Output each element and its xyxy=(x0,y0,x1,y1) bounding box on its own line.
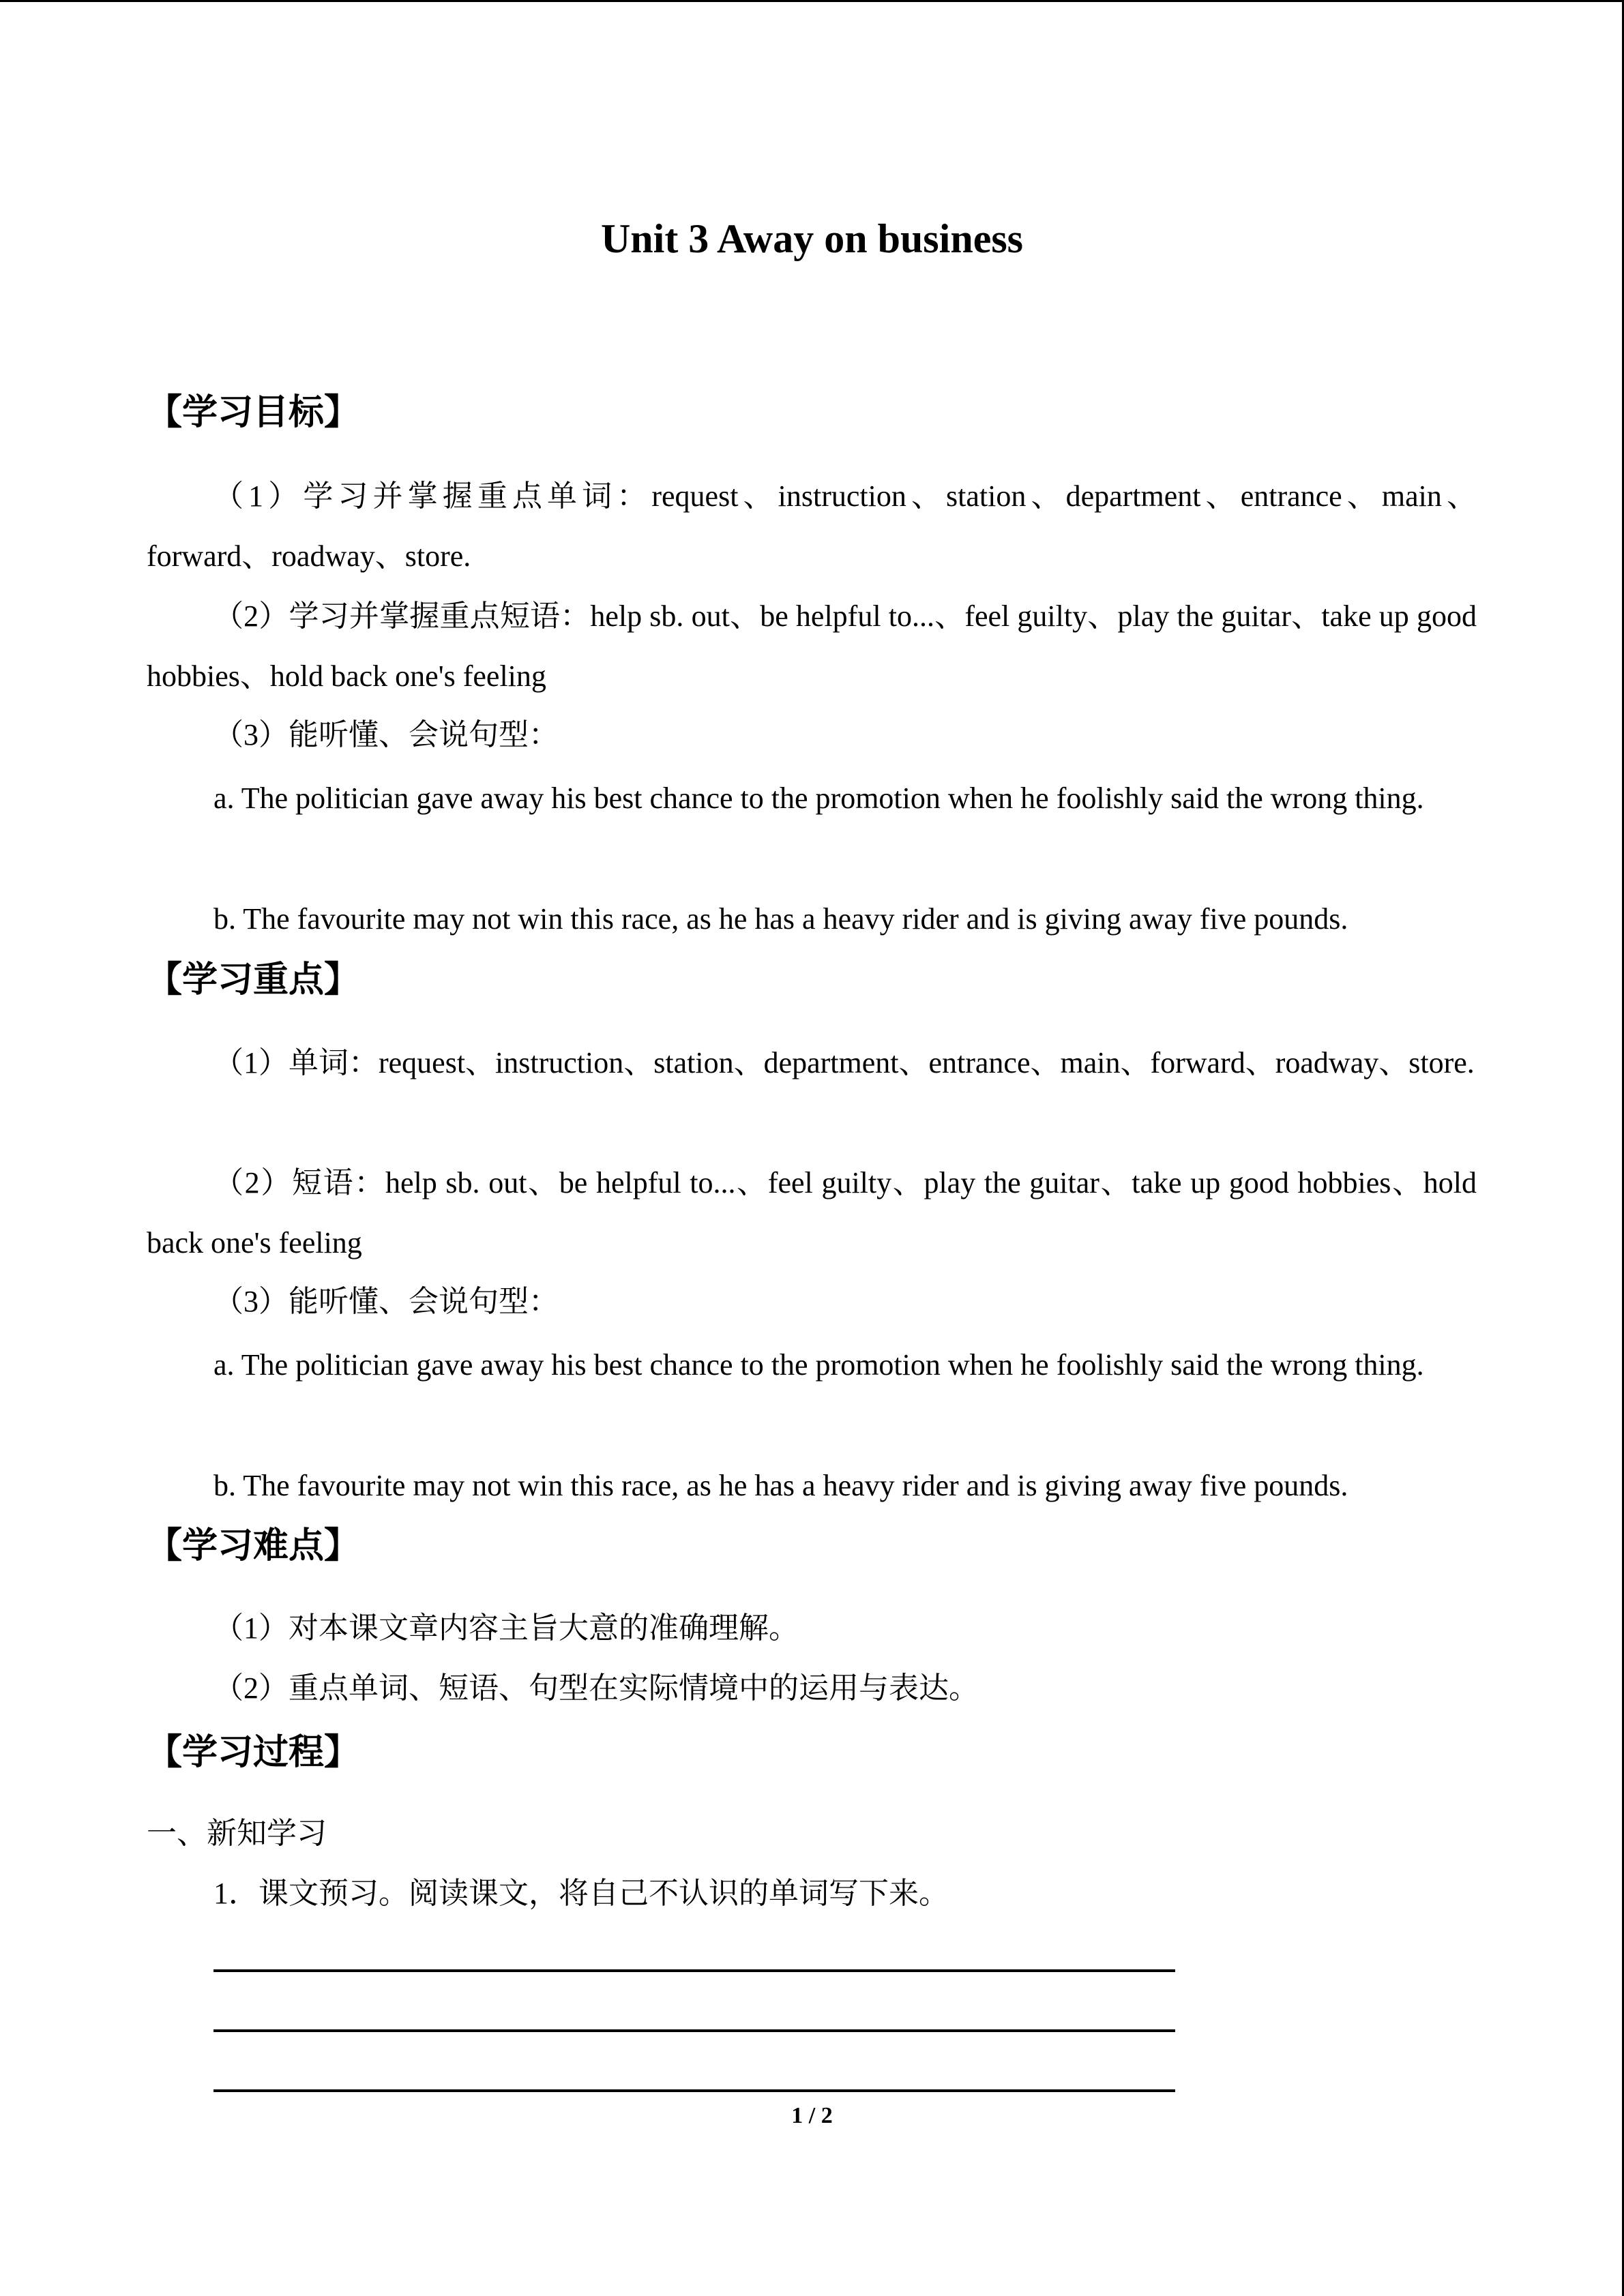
objectives-sentence-a: a. The politician gave away his best chance to the promotion when he foolishly said the wrong thing. xyxy=(213,781,1424,815)
process-task-1: 1．课文预习。阅读课文，将自己不认识的单词写下来。 xyxy=(213,1877,949,1910)
objectives-item-2: （2）学习并掌握重点短语：help sb. out、be helpful to...、feel guilty、play the guitar、take up good hobbies、hold back one's feeling xyxy=(147,599,1477,693)
answer-blank-line[interactable] xyxy=(213,2089,1175,2092)
page-title: Unit 3 Away on business xyxy=(600,216,1024,261)
objectives-sentence-b: b. The favourite may not win this race, as he has a heavy rider and is giving away five pounds. xyxy=(213,902,1348,936)
objectives-item-1: （1）学习并掌握重点单词：request、instruction、station、department、entrance、main、forward、roadway、store. xyxy=(147,479,1477,573)
heading-process: 【学习过程】 xyxy=(147,1732,360,1773)
answer-blank-line[interactable] xyxy=(213,1969,1175,1972)
objectives-item-3: （3）能听懂、会说句型： xyxy=(213,718,559,751)
heading-difficulties: 【学习难点】 xyxy=(147,1525,360,1566)
key-points-item-2: （2）短语：help sb. out、be helpful to...、feel guilty、play the guitar、take up good hobbies、hold back one's feeling xyxy=(147,1166,1477,1259)
key-points-sentence-a: a. The politician gave away his best chance to the promotion when he foolishly said the wrong thing. xyxy=(213,1348,1424,1382)
difficulties-item-1: （1）对本课文章内容主旨大意的准确理解。 xyxy=(213,1611,799,1645)
page-border-top xyxy=(0,0,1624,2)
key-points-sentence-b: b. The favourite may not win this race, as he has a heavy rider and is giving away five pounds. xyxy=(213,1469,1348,1502)
page-number: 1 / 2 xyxy=(791,2103,833,2128)
heading-objectives: 【学习目标】 xyxy=(147,392,360,433)
key-points-item-1: （1）单词：request、instruction、station、department、entrance、main、forward、roadway、store. xyxy=(213,1046,1475,1079)
difficulties-item-2: （2）重点单词、短语、句型在实际情境中的运用与表达。 xyxy=(213,1671,979,1705)
key-points-item-3: （3）能听懂、会说句型： xyxy=(213,1285,559,1318)
answer-blank-line[interactable] xyxy=(213,2029,1175,2032)
heading-key-points: 【学习重点】 xyxy=(147,959,360,1000)
process-part-1: 一、新知学习 xyxy=(147,1817,327,1850)
